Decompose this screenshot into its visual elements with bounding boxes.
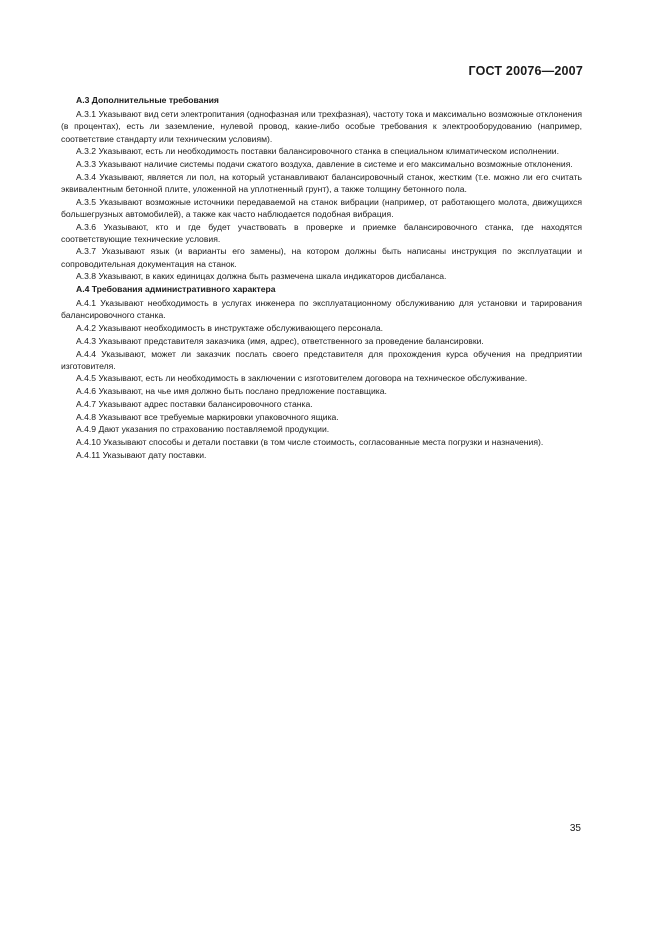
section-a4 <box>61 283 582 461</box>
section-a3 <box>61 94 582 283</box>
section-title: А.4 Требования административного характера <box>76 284 276 295</box>
section-title: А.3 Дополнительные требования <box>76 95 219 105</box>
clause-a3-1: А.3.1 Указывают вид сети электропитания (однофазная или трехфазная), частоту тока и максимально возможные отклонения (в процентах), есть ли заземление, нулевой провод, какие-либо особые требования к электрооборудованию (например, соответствие стандарту или техническим условиям). <box>61 109 582 144</box>
document-body <box>61 94 582 461</box>
clause-a4-10: А.4.10 Указывают способы и детали поставки (в том числе стоимость, согласованные места погрузки и назначения). <box>76 436 544 447</box>
clause-a3-8: А.3.8 Указывают, в каких единицах должна быть размечена шкала индикаторов дисбаланса. <box>76 271 447 282</box>
clause-a3-7: А.3.7 Указывают язык (и варианты его замены), на котором должны быть написаны инструкция по эксплуатации и сопроводительная документация на станок. <box>61 246 582 269</box>
clause-a4-3: А.4.3 Указывают представителя заказчика (имя, адрес), ответственного за проведение балансировки. <box>76 335 484 346</box>
clause-a3-3: А.3.3 Указывают наличие системы подачи сжатого воздуха, давление в системе и его максимально возможные отклонения. <box>76 159 573 170</box>
clause-a4-4: А.4.4 Указывают, может ли заказчик послать своего представителя для прохождения курса обучения на предприятии изготовителя. <box>61 348 582 371</box>
clause-a3-2: А.3.2 Указывают, есть ли необходимость поставки балансировочного станка в специальном климатическом исполнении. <box>76 146 559 157</box>
clause-a4-1: А.4.1 Указывают необходимость в услугах инженера по эксплуатационному обслуживанию для установки и тарирования балансировочного станка. <box>61 298 582 321</box>
clause-a3-6: А.3.6 Указывают, кто и где будет участвовать в проверке и приемке балансировочного станка, где находятся соответствующие технические условия. <box>61 221 582 244</box>
clause-a4-7: А.4.7 Указывают адрес поставки балансировочного станка. <box>76 398 313 409</box>
clause-a4-5: А.4.5 Указывают, есть ли необходимость в заключении с изготовителем договора на техническое обслуживание. <box>76 373 528 384</box>
clause-a4-6: А.4.6 Указывают, на чье имя должно быть послано предложение поставщика. <box>76 386 387 397</box>
clause-a4-11: А.4.11 Указывают дату поставки. <box>76 449 207 460</box>
clause-a4-8: А.4.8 Указывают все требуемые маркировки упаковочного ящика. <box>76 411 339 422</box>
clause-a4-9: А.4.9 Дают указания по страхованию поставляемой продукции. <box>76 424 330 435</box>
page-number: 35 <box>569 823 581 834</box>
clause-a3-5: А.3.5 Указывают возможные источники передаваемой на станок вибрации (например, от работающего молота, движущихся большегрузных автомобилей), а также как часто наблюдается подобная вибрация. <box>61 196 582 219</box>
clause-a4-2: А.4.2 Указывают необходимость в инструктаже обслуживающего персонала. <box>76 323 384 334</box>
clause-a3-4: А.3.4 Указывают, является ли пол, на который устанавливают балансировочный станок, жестким (т.е. можно ли его считать эквивалентным бетонной плите, уложенной на уплотненный грунт), а также толщину бетонного пола. <box>61 171 582 194</box>
document-standard-id: ГОСТ 20076—2007 <box>468 64 583 78</box>
